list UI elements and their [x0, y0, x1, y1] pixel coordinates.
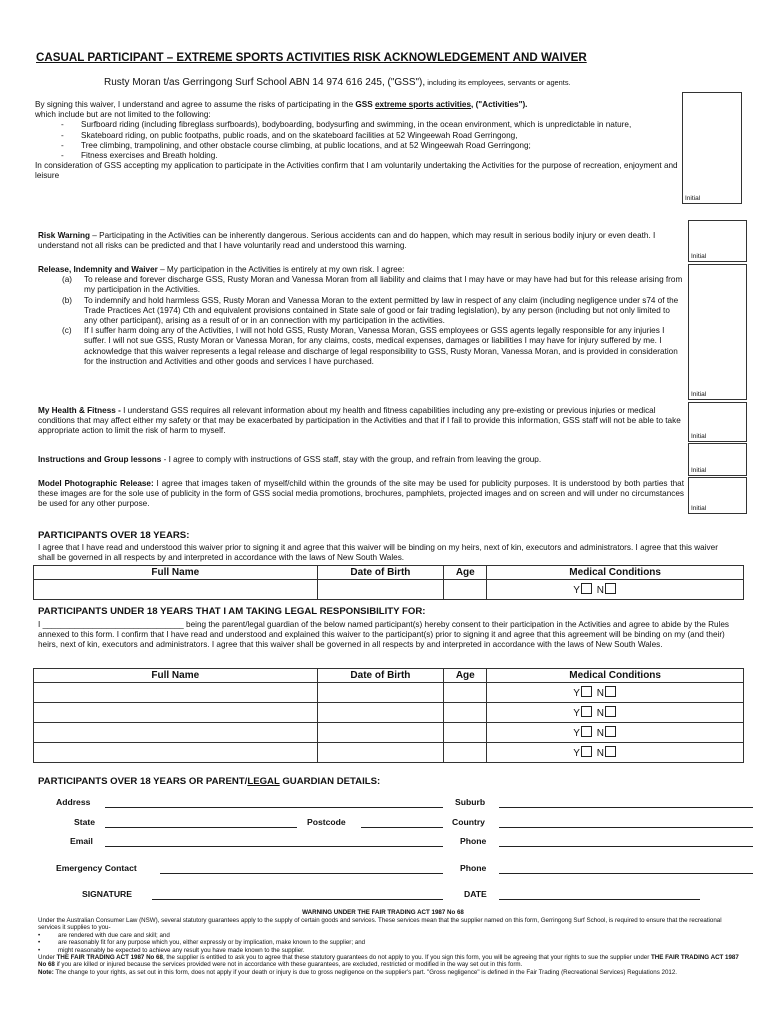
suburb-field[interactable] [499, 807, 753, 808]
intro-section [35, 100, 679, 182]
initial-box-risk[interactable] [688, 220, 747, 262]
table-row [34, 703, 744, 723]
emergency-phone-label: Phone [460, 863, 487, 873]
col-age: Age [444, 566, 487, 580]
footer-body [38, 917, 742, 976]
details-heading: PARTICIPANTS OVER 18 YEARS OR PARENT/LEGAL GUARDIAN DETAILS: [38, 776, 381, 787]
medical-cell: Y N [487, 703, 744, 723]
col-medical: Medical Conditions [487, 669, 744, 683]
no-checkbox[interactable] [605, 746, 616, 757]
no-checkbox[interactable] [605, 686, 616, 697]
no-checkbox[interactable] [605, 583, 616, 594]
footer-p2: Under THE FAIR TRADING ACT 1987 No 68, the supplier is entitled to ask you to agree that these statutory guarantees do not apply to you. If you sign this form, you will be agreeing that your rights to sue the supplier under THE FAIR TRADING ACT 1987 No 68 if you are killed or injured because the services provided were not in accordance with these guarantees, are excluded, restricted or modified in the way set out in this form. [38, 954, 739, 969]
activities-link: extreme sports activities [374, 100, 472, 109]
yes-checkbox[interactable] [581, 706, 592, 717]
under18-text [38, 620, 736, 651]
intro-closing: In consideration of GSS accepting my application to participate in the Activities confirm that I am voluntarily undertaking the Activities for the purpose of recreation, enjoyment and leisure [35, 161, 678, 181]
medical-cell: Y N [487, 683, 744, 703]
date-field[interactable] [499, 899, 700, 900]
under18-heading: PARTICIPANTS UNDER 18 YEARS THAT I AM TAKING LEGAL RESPONSIBILITY FOR: [38, 606, 426, 617]
footer-bullet: • are rendered with due care and skill; and [38, 931, 170, 939]
initial-label: Initial [691, 433, 707, 440]
release-item [38, 275, 684, 295]
emergency-field[interactable] [160, 873, 443, 874]
country-label: Country [452, 817, 485, 827]
age-cell[interactable] [444, 580, 487, 600]
activity-item: - Skateboard riding, on public footpaths, public roads, and on the skateboard facilities at 52 Wingeewah Road Gerringong, [35, 131, 679, 141]
medical-cell: Y N [487, 723, 744, 743]
release-item-text: To release and forever discharge GSS, Rusty Moran and Vanessa Moran from all liability and claims that I may have or may have had but for this release arising from my participation in the Activities. [84, 275, 683, 295]
activities-tag: , ("Activities"). [471, 100, 528, 109]
country-field[interactable] [499, 827, 753, 828]
col-dob: Date of Birth [317, 669, 444, 683]
initial-box-health[interactable] [688, 402, 747, 442]
col-full-name: Full Name [34, 669, 318, 683]
instructions-section [38, 455, 684, 465]
state-field[interactable] [105, 827, 297, 828]
state-label: State [74, 817, 96, 827]
release-mark: (c) [62, 326, 72, 336]
page-title: CASUAL PARTICIPANT – EXTREME SPORTS ACTIVITIES RISK ACKNOWLEDGEMENT AND WAIVER [36, 51, 587, 64]
risk-text: – Participating in the Activities can be inherently dangerous. Serious accidents can and do happen, which may result in serious bodily injury or even death. I understand not all risks can be predicted and that I have voluntarily read and understood this warning. [38, 231, 656, 251]
emergency-label: Emergency Contact [56, 863, 137, 873]
footer-bullet: • are reasonably fit for any purpose which you, either expressly or by implication, make known to the supplier; and [38, 939, 366, 947]
risk-heading: Risk Warning [38, 231, 91, 240]
initial-box-release[interactable] [688, 264, 747, 400]
table-row [34, 743, 744, 763]
medical-cell: Y N [487, 743, 744, 763]
intro-gss: GSS [355, 100, 373, 109]
release-mark: (a) [62, 275, 73, 285]
under18-text1: being the parent/legal guardian of the below named participant(s) hereby consent to their participation in [186, 620, 563, 629]
dob-cell[interactable] [317, 580, 444, 600]
postcode-label: Postcode [307, 817, 346, 827]
medical-cell: Y N [487, 580, 744, 600]
no-checkbox[interactable] [605, 726, 616, 737]
photo-section [38, 479, 684, 510]
initial-label: Initial [691, 253, 707, 260]
photo-text: I agree that images taken of myself/child within the grounds of the site may be used for publicity purposes. It is understood by both parties that these images are for the sole use of publicity in the form of GSS social media promotions, brochures, pamphlets, projected images and on screen and will under no circumstances be used for any other purpose. [38, 479, 684, 509]
initial-label: Initial [685, 195, 701, 202]
footer-heading: WARNING UNDER THE FAIR TRADING ACT 1987 No 68 [302, 909, 464, 916]
activity-item: - Fitness exercises and Breath holding. [35, 151, 679, 161]
initial-box-photo[interactable] [688, 477, 747, 514]
table-row [34, 683, 744, 703]
activity-item: - Surfboard riding (including fibreglass surfboards), bodyboarding, bodysurfing and swimming, in the ocean environment, which is unpredictable in nature, [35, 120, 679, 130]
email-label: Email [70, 836, 93, 846]
instructions-text: - I agree to comply with instructions of GSS staff, stay with the group, and refrain from leaving the group. [161, 455, 542, 464]
over18-text: I agree that I have read and understood this waiver prior to signing it and agree that this waiver will be binding on my heirs, next of kin, executors and administrators. I agree that this waiver shall be governed in all respects by and interpreted in accordance with the laws of New South Wales. [38, 543, 718, 563]
date-label: DATE [464, 889, 487, 899]
subtitle [104, 77, 571, 88]
release-text: – My participation in the Activities is entirely at my own risk. I agree: [157, 265, 405, 274]
under18-i: I [38, 620, 41, 629]
table-row [34, 723, 744, 743]
initial-box-instructions[interactable] [688, 443, 747, 476]
signature-label: SIGNATURE [82, 889, 132, 899]
signature-field[interactable] [152, 899, 443, 900]
address-field[interactable] [105, 807, 443, 808]
address-label: Address [56, 797, 91, 807]
no-checkbox[interactable] [605, 706, 616, 717]
release-section [38, 265, 684, 367]
phone-label: Phone [460, 836, 487, 846]
over18-table [33, 565, 744, 600]
release-item [38, 296, 684, 327]
health-heading: My Health & Fitness - [38, 406, 121, 415]
photo-heading: Model Photographic Release: [38, 479, 154, 488]
email-field[interactable] [105, 846, 443, 847]
release-item-text: To indemnify and hold harmless GSS, Rusty Moran and Vanessa Moran to the extent permitted by law in respect of any claim (including negligence under s74 of the Trade Practices Act (1974) Cth and equivalent provisions contained in State sale of good or fair trading legislation), by any person (including but not only limited to any other participant), arising as a result of or in an connection with my participation in the activities. [84, 295, 679, 326]
initial-label: Initial [691, 505, 707, 512]
guardian-name-blank[interactable]: _______________________________ [42, 620, 184, 629]
release-mark: (b) [62, 295, 73, 305]
release-item-text: If I suffer harm doing any of the Activities, I will not hold GSS, Rusty Moran, Vanessa Moran, GSS employees or GSS agents legally responsible for any injuries I suffer. I will not sue GSS, Rusty Moran or Vanessa Moran, for any claims, costs, medical expenses, damages or liabilities I may have for injury suffered by me. I acknowledge that this waiver represents a legal release and discharge of legal responsibility to GSS, Rusty Moran, Vanessa Moran, and is provided in consideration for the instruction and Activities and other goods and services I have purchased. [84, 326, 678, 366]
footer-bullet: • might reasonably be expected to achieve any result you have made known to the supplier. [38, 946, 305, 954]
table-row [34, 580, 744, 600]
initial-box-intro[interactable] [682, 92, 742, 204]
postcode-field[interactable] [361, 827, 443, 828]
col-full-name: Full Name [34, 566, 318, 580]
under18-table [33, 668, 744, 763]
subtitle-main: Rusty Moran t/as Gerringong Surf School ABN 14 974 616 245, ("GSS"), [104, 77, 426, 88]
intro-lead2: which include but are not limited to the following: [35, 110, 211, 120]
yes-checkbox[interactable] [581, 726, 592, 737]
col-dob: Date of Birth [317, 566, 444, 580]
suburb-label: Suburb [455, 797, 486, 807]
yes-checkbox[interactable] [581, 583, 592, 594]
footer-note: Note: The change to your rights, as set out in this form, does not apply if your death or injury is due to gross negligence on the supplier's part. "Gross negligence" is defined in the Fair Trading (Recreational Services) Regulations 2012. [38, 968, 677, 976]
risk-warning [38, 231, 684, 251]
intro-lead: By signing this waiver, I understand and agree to assume the risks of participating in the [35, 100, 356, 109]
instructions-heading: Instructions and Group lessons [38, 455, 162, 464]
subtitle-small: including its employees, servants or agents. [425, 78, 571, 87]
col-age: Age [444, 669, 487, 683]
release-item [38, 326, 684, 367]
emergency-phone-field[interactable] [499, 873, 753, 874]
yes-checkbox[interactable] [581, 686, 592, 697]
over18-heading: PARTICIPANTS OVER 18 YEARS: [38, 530, 190, 541]
activity-item: - Tree climbing, trampolining, and other obstacle course climbing, at public locations, and at 52 Wingeewah Road Gerringong; [35, 141, 679, 151]
health-section [38, 406, 684, 437]
full-name-cell[interactable] [34, 580, 318, 600]
under18-text2: the Activities and agree to abide by the Rules annexed to this form. I confirm that I have read and understood and explained this waiver to the participant(s) prior to signing it and agree that this agreement will be binding on my (and their) heirs, next of kin, executors and administrators. I agree that this waiver shall be governed in all respects by and interpreted in accordance with the laws of New South Wales. [38, 620, 730, 650]
initial-label: Initial [691, 467, 707, 474]
phone-field[interactable] [499, 846, 753, 847]
health-text: I understand GSS requires all relevant information about my health and fitness capabilities including any pre-existing or previous injuries or medical conditions that may affect either my safety or that may be exacerbated by participation in the Activities and that if I fail to provide this information, GSS staff will not be able to take appropriate action to limit the risk of harm to myself. [38, 406, 681, 436]
footer-p1: Under the Australian Consumer Law (NSW), several statutory guarantees apply to the supply of certain goods and services. These services mean that the supplier named on this form, Gerringong Surf School, is required to ensure that the recreational services it supplies to you- [38, 917, 722, 932]
col-medical: Medical Conditions [487, 566, 744, 580]
initial-label: Initial [691, 391, 707, 398]
yes-checkbox[interactable] [581, 746, 592, 757]
release-heading: Release, Indemnity and Waiver [38, 265, 158, 274]
